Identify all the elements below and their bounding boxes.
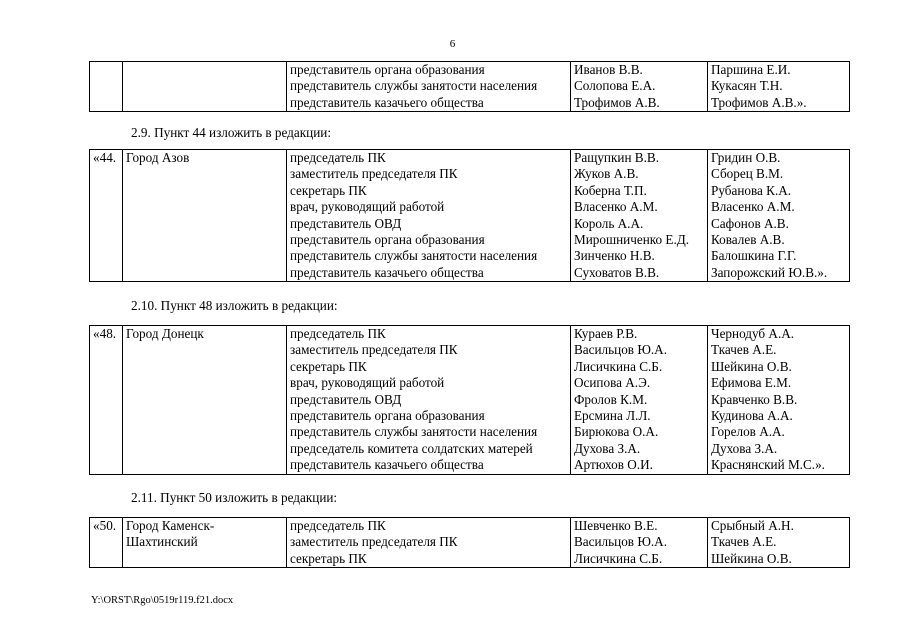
position: представитель казачьего общества — [287, 457, 571, 474]
member-name: Ерсмина Л.Л. — [571, 408, 708, 424]
table-row — [90, 375, 850, 391]
position: врач, руководящий работой — [287, 375, 571, 391]
reserve-member-name: Духова З.А. — [708, 441, 850, 457]
municipality — [123, 342, 287, 358]
position: секретарь ПК — [287, 359, 571, 375]
page-number: 6 — [449, 38, 456, 50]
table-row — [90, 199, 850, 215]
table-row — [90, 150, 850, 167]
table-row — [90, 326, 850, 343]
reserve-member-name: Шейкина О.В. — [708, 359, 850, 375]
file-path-footer: Y:\ORST\Rgo\0519r119.f21.docx — [91, 595, 234, 606]
table-row — [90, 62, 850, 79]
municipality — [123, 551, 287, 568]
member-name: Васильцов Ю.А. — [571, 534, 708, 550]
member-name: Бирюкова О.А. — [571, 424, 708, 440]
position: врач, руководящий работой — [287, 199, 571, 215]
item-number — [90, 265, 123, 282]
member-name: Васильцов Ю.А. — [571, 342, 708, 358]
reserve-member-name: Паршина Е.И. — [708, 62, 850, 79]
clause-2-11: 2.11. Пункт 50 изложить в редакции: — [131, 490, 338, 505]
member-name: Кураев Р.В. — [571, 326, 708, 343]
item-number — [90, 551, 123, 568]
table-row — [90, 408, 850, 424]
item-number: «50. — [90, 518, 123, 535]
table-row — [90, 457, 850, 474]
item-number — [90, 62, 123, 79]
table-row — [90, 518, 850, 535]
position: секретарь ПК — [287, 183, 571, 199]
item-number — [90, 95, 123, 112]
position: представитель казачьего общества — [287, 265, 571, 282]
table-row — [90, 424, 850, 440]
member-name: Жуков А.В. — [571, 166, 708, 182]
municipality — [123, 457, 287, 474]
item-number — [90, 534, 123, 550]
item-number — [90, 408, 123, 424]
municipality — [123, 375, 287, 391]
commission-table-azov — [89, 149, 850, 282]
member-name: Мирошниченко Е.Д. — [571, 232, 708, 248]
table-row — [90, 392, 850, 408]
item-number — [90, 441, 123, 457]
municipality — [123, 232, 287, 248]
member-name: Солопова Е.А. — [571, 78, 708, 94]
municipality — [123, 166, 287, 182]
table-row — [90, 183, 850, 199]
position: представитель ОВД — [287, 216, 571, 232]
position: представитель службы занятости населения — [287, 248, 571, 264]
member-name: Лисичкина С.Б. — [571, 551, 708, 568]
item-number — [90, 359, 123, 375]
reserve-member-name: Власенко А.М. — [708, 199, 850, 215]
clause-2-10: 2.10. Пункт 48 изложить в редакции: — [131, 298, 338, 313]
table-row — [90, 534, 850, 550]
member-name: Фролов К.М. — [571, 392, 708, 408]
reserve-member-name: Ефимова Е.М. — [708, 375, 850, 391]
position: председатель ПК — [287, 326, 571, 343]
municipality — [123, 62, 287, 79]
reserve-member-name: Сафонов А.В. — [708, 216, 850, 232]
member-name: Власенко А.М. — [571, 199, 708, 215]
reserve-member-name: Трофимов А.В.». — [708, 95, 850, 112]
table-row — [90, 342, 850, 358]
table-row — [90, 265, 850, 282]
reserve-member-name: Шейкина О.В. — [708, 551, 850, 568]
position: председатель ПК — [287, 150, 571, 167]
table-row — [90, 359, 850, 375]
item-number — [90, 166, 123, 182]
item-number — [90, 78, 123, 94]
item-number — [90, 248, 123, 264]
reserve-member-name: Балошкина Г.Г. — [708, 248, 850, 264]
member-name: Суховатов В.В. — [571, 265, 708, 282]
municipality — [123, 441, 287, 457]
position: представитель ОВД — [287, 392, 571, 408]
municipality: Город Азов — [123, 150, 287, 167]
member-name: Осипова А.Э. — [571, 375, 708, 391]
municipality — [123, 408, 287, 424]
municipality — [123, 265, 287, 282]
position: представитель службы занятости населения — [287, 424, 571, 440]
member-name: Зинченко Н.В. — [571, 248, 708, 264]
position: представитель службы занятости населения — [287, 78, 571, 94]
position: председатель ПК — [287, 518, 571, 535]
reserve-member-name: Горелов А.А. — [708, 424, 850, 440]
item-number — [90, 199, 123, 215]
table-row — [90, 232, 850, 248]
item-number — [90, 216, 123, 232]
table-row — [90, 166, 850, 182]
municipality — [123, 95, 287, 112]
table-row — [90, 248, 850, 264]
municipality — [123, 199, 287, 215]
municipality: Шахтинский — [123, 534, 287, 550]
reserve-member-name: Ткачев А.Е. — [708, 342, 850, 358]
reserve-member-name: Чернодуб А.А. — [708, 326, 850, 343]
table-row — [90, 78, 850, 94]
position: представитель казачьего общества — [287, 95, 571, 112]
item-number: «48. — [90, 326, 123, 343]
reserve-member-name: Рубанова К.А. — [708, 183, 850, 199]
reserve-member-name: Краснянский М.С.». — [708, 457, 850, 474]
position: секретарь ПК — [287, 551, 571, 568]
municipality — [123, 392, 287, 408]
reserve-member-name: Кукасян Т.Н. — [708, 78, 850, 94]
item-number — [90, 342, 123, 358]
municipality — [123, 359, 287, 375]
reserve-member-name: Сборец В.М. — [708, 166, 850, 182]
commission-table-kamensk — [89, 517, 850, 568]
municipality: Город Каменск- — [123, 518, 287, 535]
reserve-member-name: Ткачев А.Е. — [708, 534, 850, 550]
commission-table-continued — [89, 61, 850, 112]
item-number — [90, 232, 123, 248]
municipality — [123, 216, 287, 232]
table-row — [90, 95, 850, 112]
reserve-member-name: Срыбный А.Н. — [708, 518, 850, 535]
item-number — [90, 375, 123, 391]
item-number — [90, 183, 123, 199]
reserve-member-name: Кудинова А.А. — [708, 408, 850, 424]
member-name: Король А.А. — [571, 216, 708, 232]
member-name: Духова З.А. — [571, 441, 708, 457]
municipality: Город Донецк — [123, 326, 287, 343]
member-name: Артюхов О.И. — [571, 457, 708, 474]
municipality — [123, 183, 287, 199]
reserve-member-name: Гридин О.В. — [708, 150, 850, 167]
table-row — [90, 441, 850, 457]
municipality — [123, 248, 287, 264]
member-name: Ращупкин В.В. — [571, 150, 708, 167]
item-number — [90, 457, 123, 474]
member-name: Коберна Т.П. — [571, 183, 708, 199]
member-name: Шевченко В.Е. — [571, 518, 708, 535]
reserve-member-name: Запорожский Ю.В.». — [708, 265, 850, 282]
table-row — [90, 551, 850, 568]
commission-table-donetsk — [89, 325, 850, 475]
item-number — [90, 424, 123, 440]
item-number: «44. — [90, 150, 123, 167]
position: заместитель председателя ПК — [287, 342, 571, 358]
member-name: Лисичкина С.Б. — [571, 359, 708, 375]
municipality — [123, 424, 287, 440]
position: представитель органа образования — [287, 232, 571, 248]
municipality — [123, 78, 287, 94]
position: председатель комитета солдатских матерей — [287, 441, 571, 457]
item-number — [90, 392, 123, 408]
table-row — [90, 216, 850, 232]
reserve-member-name: Ковалев А.В. — [708, 232, 850, 248]
reserve-member-name: Кравченко В.В. — [708, 392, 850, 408]
position: заместитель председателя ПК — [287, 534, 571, 550]
clause-2-9: 2.9. Пункт 44 изложить в редакции: — [131, 125, 331, 140]
position: представитель органа образования — [287, 408, 571, 424]
position: заместитель председателя ПК — [287, 166, 571, 182]
member-name: Иванов В.В. — [571, 62, 708, 79]
position: представитель органа образования — [287, 62, 571, 79]
member-name: Трофимов А.В. — [571, 95, 708, 112]
